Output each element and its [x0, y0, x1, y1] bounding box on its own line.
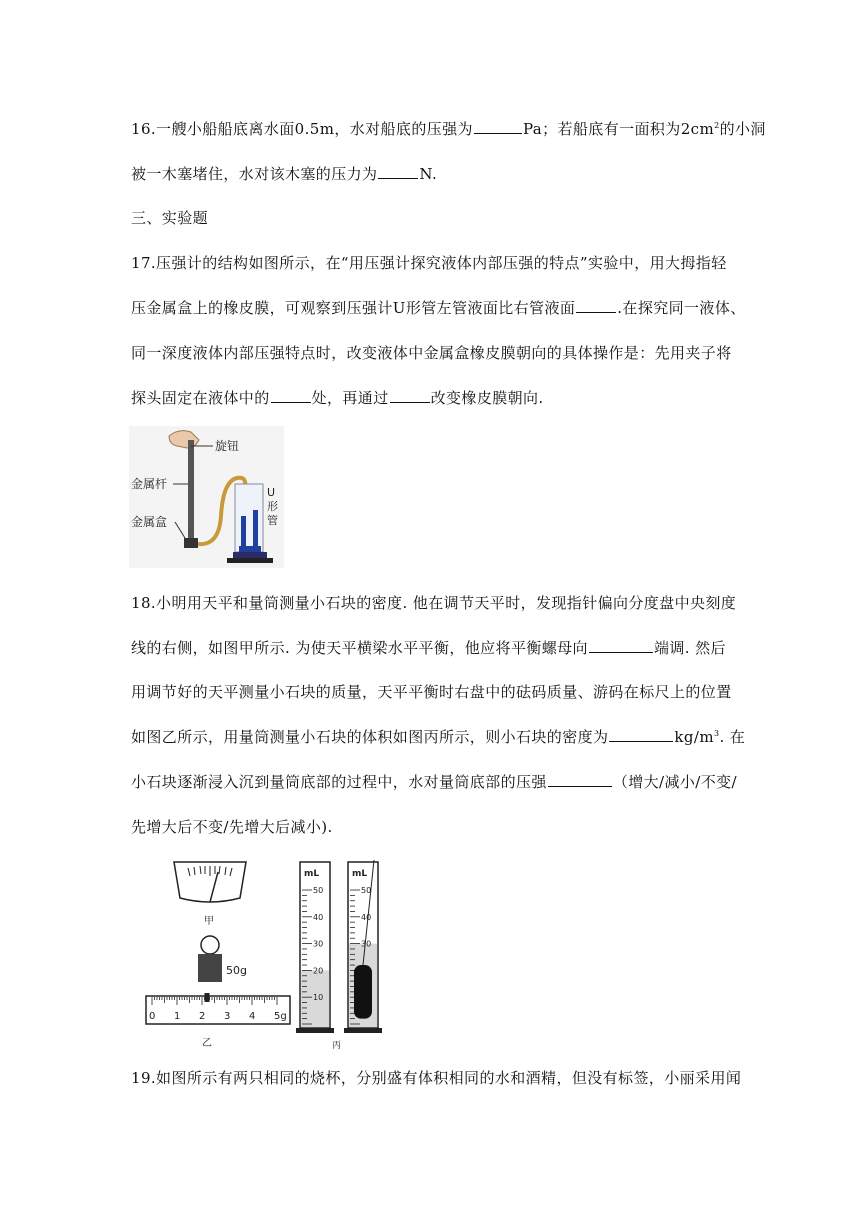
weight-50g: [198, 954, 222, 982]
answer-blank[interactable]: [609, 727, 673, 742]
answer-blank[interactable]: [390, 388, 430, 403]
cylinder-tick-label: 40: [361, 912, 372, 922]
ruler-tick-label: 0: [149, 1011, 156, 1022]
svg-text:甲: 甲: [204, 916, 214, 927]
answer-blank[interactable]: [271, 388, 311, 403]
answer-blank[interactable]: [589, 638, 653, 653]
rider: [205, 993, 210, 1002]
svg-text:形: 形: [267, 500, 278, 513]
q18-line-1: 18.小明用天平和量筒测量小石块的密度. 他在调节天平时，发现指针偏向分度盘中央刻度: [131, 594, 737, 612]
q18-line-4: 如图乙所示，用量筒测量小石块的体积如图丙所示，则小石块的密度为 $kg/m^3$. 在: [131, 728, 746, 746]
cylinder-tick-label: 50: [361, 886, 372, 895]
rider-ruler: [146, 996, 290, 1024]
q17-line-2: 压金属盒上的橡皮膜，可观察到压强计U形管左管液面比右管液面 .在探究同一液体、: [131, 299, 746, 317]
q18-line-2: 线的右侧，如图甲所示. 为使天平横梁水平平衡，他应将平衡螺母向 端调. 然后: [131, 639, 726, 657]
cylinder-tick-label: 50: [313, 886, 324, 895]
u-tube: [235, 484, 263, 552]
answer-blank[interactable]: [548, 772, 612, 787]
graduated-cylinder-after: [344, 860, 382, 1033]
cylinder-tick-label: 40: [313, 912, 324, 922]
q16-line-2: 被一木塞堵住，水对该木塞的压力为 N.: [131, 165, 438, 183]
answer-blank[interactable]: [474, 119, 522, 134]
knob-label: 旋钮: [215, 439, 240, 453]
svg-text:U: U: [267, 486, 276, 499]
cylinder-tick-label: 30: [361, 939, 372, 949]
answer-blank[interactable]: [576, 298, 616, 313]
svg-text:mL: mL: [352, 869, 368, 879]
section-title: 三、实验题: [131, 209, 209, 227]
ruler-tick-label: 4: [249, 1011, 256, 1022]
svg-text:管: 管: [267, 514, 278, 527]
metal-rod: [188, 440, 194, 544]
q17-line-3: 同一深度液体内部压强特点时，改变液体中金属盒橡皮膜朝向的具体操作是：先用夹子将: [131, 344, 732, 362]
q18-line-6: 先增大后不变/先增大后减小).: [131, 818, 333, 836]
svg-text:丙: 丙: [332, 1041, 342, 1050]
ruler-tick-label: 1: [174, 1011, 181, 1022]
graduated-cylinder-before: [296, 862, 334, 1033]
svg-text:mL: mL: [304, 869, 320, 879]
svg-text:50g: 50g: [226, 964, 247, 977]
box-label: 金属盒: [131, 515, 168, 529]
q18-line-3: 用调节好的天平测量小石块的质量，天平平衡时右盘中的砝码质量、游码在标尺上的位置: [131, 683, 732, 701]
metal-box: [184, 538, 198, 548]
cylinder-tick-label: 20: [313, 966, 324, 976]
q19-line-1: 19.如图所示有两只相同的烧杯，分别盛有体积相同的水和酒精，但没有标签，小丽采用闻: [131, 1069, 742, 1087]
q17-line-1: 17.压强计的结构如图所示，在“用压强计探究液体内部压强的特点”实验中，用大拇指轻: [131, 254, 727, 272]
ruler-tick-label: 5g: [274, 1011, 287, 1022]
svg-text:乙: 乙: [202, 1038, 212, 1049]
rod-label: 金属杆: [131, 477, 168, 491]
ruler-tick-label: 2: [199, 1011, 206, 1022]
answer-blank[interactable]: [378, 164, 418, 179]
q17-line-4: 探头固定在液体中的 处，再通过 改变橡皮膜朝向.: [131, 389, 544, 407]
cylinder-tick-label: 30: [313, 939, 324, 949]
pressure-gauge-figure: [129, 426, 284, 568]
q18-line-5: 小石块逐渐浸入沉到量筒底部的过程中，水对量筒底部的压强 （增大/减小/不变/: [131, 773, 737, 791]
q16-line-1: 16.一艘小船船底离水面0.5m，水对船底的压强为 Pa；若船底有一面积为$2cm^2$的小洞: [131, 120, 766, 138]
ruler-tick-label: 3: [224, 1011, 231, 1022]
cylinder-tick-label: 10: [313, 993, 324, 1003]
balance-cylinder-figure: [142, 854, 402, 1050]
